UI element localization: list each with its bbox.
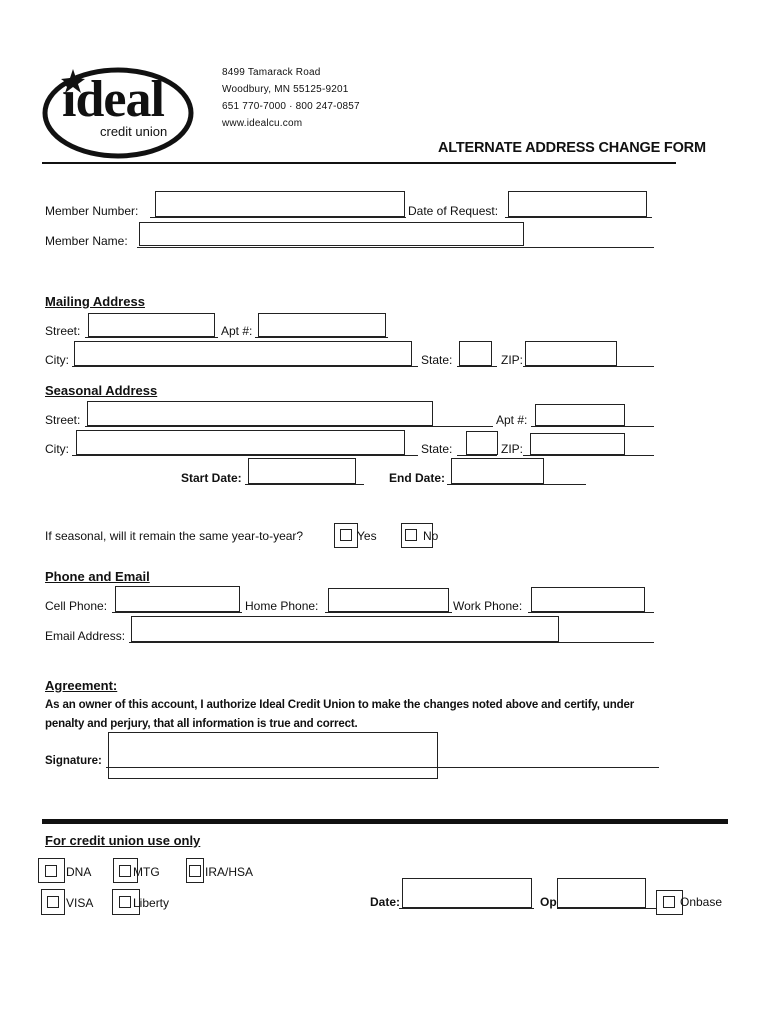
seasonal-apt-field[interactable] (535, 404, 625, 426)
ira-hsa-label: IRA/HSA (205, 865, 254, 879)
seasonal-zip-label: ZIP: (501, 442, 524, 456)
address-website: www.idealcu.com (222, 118, 303, 129)
seasonal-state-label: State: (421, 442, 453, 456)
agreement-text-line-1: As an owner of this account, I authorize Ideal Credit Union to make the changes noted above and certify, under (45, 699, 635, 711)
address-line-1: 8499 Tamarack Road (222, 67, 321, 78)
yes-checkbox[interactable] (340, 529, 352, 541)
cell-phone-label: Cell Phone: (45, 599, 108, 613)
ideal-logo (40, 58, 205, 164)
liberty-checkbox[interactable] (119, 896, 131, 908)
mailing-city-field[interactable] (74, 341, 412, 366)
date-of-request-label: Date of Request: (408, 204, 499, 218)
visa-label: VISA (66, 896, 94, 910)
mtg-checkbox[interactable] (119, 865, 131, 877)
home-phone-label: Home Phone: (245, 599, 319, 613)
logo-word: ideal (62, 71, 164, 128)
op-field[interactable] (557, 878, 646, 908)
header-rule (42, 162, 676, 164)
mailing-apt-field[interactable] (258, 313, 386, 337)
visa-checkbox[interactable] (47, 896, 59, 908)
op-label: Op (540, 895, 557, 909)
no-checkbox[interactable] (405, 529, 417, 541)
agreement-heading: Agreement: (45, 678, 118, 693)
end-date-label: End Date: (389, 471, 446, 485)
no-label: No (423, 529, 439, 543)
agreement-text-line-2: penalty and perjury, that all information is true and correct. (45, 718, 358, 730)
signature-field[interactable] (108, 732, 438, 779)
start-date-label: Start Date: (181, 471, 242, 485)
onbase-checkbox[interactable] (663, 896, 675, 908)
member-name-field[interactable] (139, 222, 524, 246)
signature-label: Signature: (45, 755, 102, 767)
date-of-request-field[interactable] (508, 191, 647, 217)
seasonal-street-field[interactable] (87, 401, 433, 426)
mailing-state-field[interactable] (459, 341, 492, 366)
address-line-2: Woodbury, MN 55125-9201 (222, 84, 349, 95)
work-phone-label: Work Phone: (453, 599, 523, 613)
mailing-street-field[interactable] (88, 313, 215, 337)
seasonal-city-field[interactable] (76, 430, 405, 455)
office-date-field[interactable] (402, 878, 532, 908)
logo-tagline: credit union (100, 124, 168, 139)
mailing-apt-label: Apt #: (221, 324, 253, 338)
mailing-city-label: City: (45, 353, 69, 367)
work-phone-field[interactable] (531, 587, 645, 612)
address-phone: 651 770-7000 · 800 247-0857 (222, 101, 360, 112)
seasonal-zip-field[interactable] (530, 433, 625, 455)
mtg-label: MTG (133, 865, 160, 879)
end-date-field[interactable] (451, 458, 544, 484)
home-phone-field[interactable] (328, 588, 449, 612)
office-use-heading: For credit union use only (45, 833, 201, 848)
member-name-label: Member Name: (45, 234, 128, 248)
seasonal-address-heading: Seasonal Address (45, 383, 158, 398)
mailing-state-label: State: (421, 353, 453, 367)
mailing-zip-label: ZIP: (501, 353, 524, 367)
dna-checkbox[interactable] (45, 865, 57, 877)
cell-phone-field[interactable] (115, 586, 240, 612)
seasonal-question: If seasonal, will it remain the same year-to-year? (45, 529, 304, 543)
member-number-label: Member Number: (45, 204, 139, 218)
ira-hsa-checkbox[interactable] (189, 865, 201, 877)
office-use-rule (42, 819, 728, 824)
liberty-label: Liberty (133, 896, 170, 910)
mailing-zip-field[interactable] (525, 341, 617, 366)
seasonal-apt-label: Apt #: (496, 413, 528, 427)
onbase-label: Onbase (680, 895, 723, 909)
seasonal-street-label: Street: (45, 413, 81, 427)
member-number-field[interactable] (155, 191, 405, 217)
dna-label: DNA (66, 865, 92, 879)
seasonal-state-field[interactable] (466, 431, 498, 455)
office-date-label: Date: (370, 895, 401, 909)
email-address-field[interactable] (131, 616, 559, 642)
seasonal-city-label: City: (45, 442, 69, 456)
email-address-label: Email Address: (45, 629, 126, 643)
mailing-address-heading: Mailing Address (45, 294, 145, 309)
start-date-field[interactable] (248, 458, 356, 484)
form-title: ALTERNATE ADDRESS CHANGE FORM (438, 140, 706, 156)
yes-label: Yes (357, 529, 377, 543)
phone-email-heading: Phone and Email (45, 569, 150, 584)
mailing-street-label: Street: (45, 324, 81, 338)
